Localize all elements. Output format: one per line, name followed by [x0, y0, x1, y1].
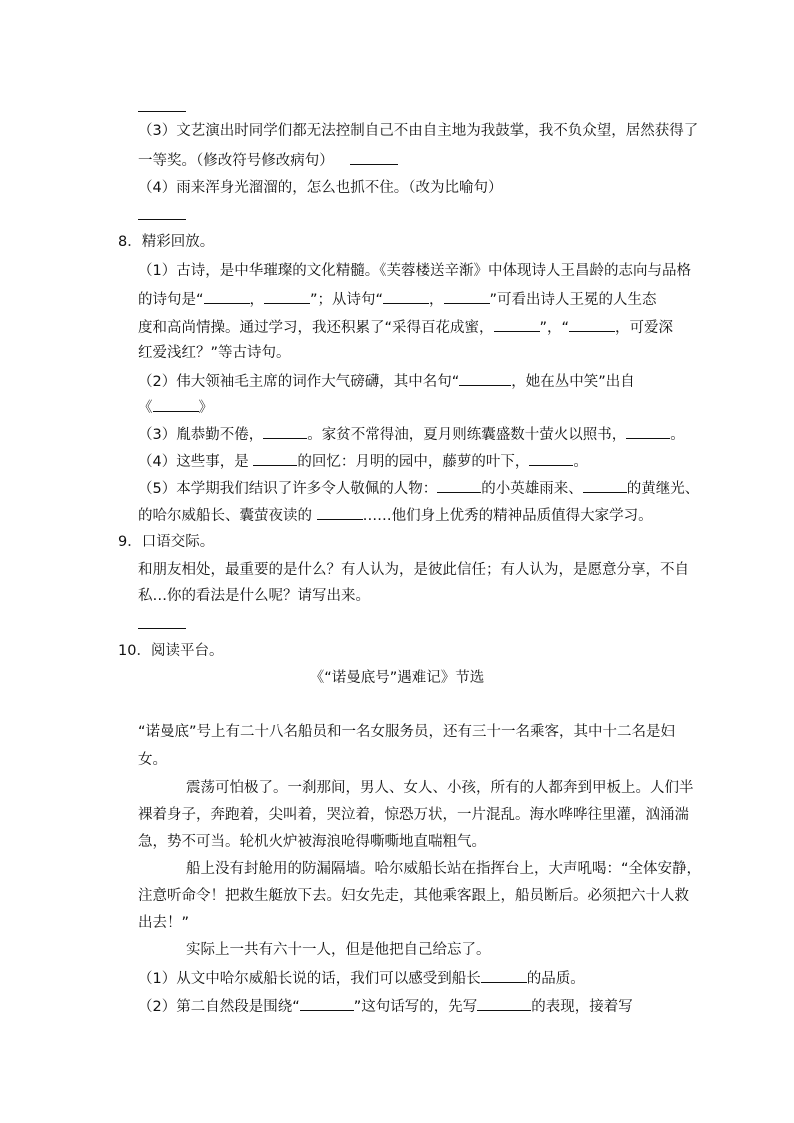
q8-sub1-line1: （1）古诗，是中华璀璨的文化精髓。《芙蓉楼送辛渐》中体现诗人王昌龄的志向与品格	[138, 263, 691, 279]
q9-line1: 和朋友相处，最重要的是什么？有人认为，是彼此信任；有人认为，是愿意分享，不自	[138, 562, 689, 578]
q10-sub1: （1）从文中哈尔威船长说的话，我们可以感受到船长 的品质。	[138, 968, 585, 989]
answer-blank	[300, 996, 354, 1011]
answer-blank	[437, 478, 481, 493]
answer-line	[138, 628, 186, 629]
q8-heading: 8．精彩回放。	[118, 234, 215, 250]
answer-blank	[529, 451, 573, 466]
q8-sub5-line2: 的哈尔威船长、囊萤夜读的 ……他们身上优秀的精神品质值得大家学习。	[138, 505, 653, 526]
answer-blank	[459, 371, 511, 386]
q8-sub2-line1: （2）伟大领袖毛主席的词作大气磅礴，其中名句“ ，她在丛中笑”出自	[138, 371, 635, 392]
answer-blank	[626, 424, 670, 439]
q8-sub4: （4）这些事，是 的回忆：月明的园中，藤萝的叶下， 。	[138, 451, 588, 472]
passage-p3-line1: 船上没有封舱用的防漏隔墙。哈尔威船长站在指挥台上，大声吼喝：“全体安静，	[186, 861, 702, 877]
answer-blank	[481, 968, 527, 983]
q7-sub3-line1: （3）文艺演出时同学们都无法控制自己不由自主地为我鼓掌，我不负众望，居然获得了	[138, 123, 699, 139]
answer-blank	[583, 478, 627, 493]
q10-sub2: （2）第二自然段是围绕“ ”这句话写的，先写 的表现，接着写	[138, 996, 633, 1017]
q8-sub5-line1: （5）本学期我们结识了许多令人敬佩的人物： 的小英雄雨来、 的黄继光、	[138, 478, 699, 499]
passage-p3-line3: 出去！”	[138, 915, 190, 931]
passage-p2-line1: 震荡可怕极了。一刹那间，男人、女人、小孩，所有的人都奔到甲板上。人们半	[186, 780, 694, 796]
passage-p1-line2: 女。	[138, 752, 167, 768]
answer-blank	[444, 289, 490, 304]
answer-blank	[569, 317, 615, 332]
answer-blank	[253, 451, 297, 466]
answer-blank	[494, 317, 540, 332]
passage-p4: 实际上一共有六十一人，但是他把自己给忘了。	[186, 942, 491, 958]
q8-sub1-line4: 红爱浅红？”等古诗句。	[138, 345, 291, 361]
passage-p2-line2: 裸着身子，奔跑着，尖叫着，哭泣着，惊恐万状，一片混乱。海水哗哗往里灌，汹涌湍	[138, 807, 689, 823]
q9-heading: 9．口语交际。	[118, 534, 215, 550]
answer-blank	[153, 397, 199, 412]
answer-blank	[204, 289, 250, 304]
answer-blank	[263, 424, 307, 439]
answer-line	[138, 111, 186, 112]
answer-blank	[317, 505, 363, 520]
passage-p2-line3: 急，势不可当。轮机火炉被海浪呛得嘶嘶地直喘粗气。	[138, 834, 486, 850]
passage-title: 《“诺曼底号”遇难记》节选	[309, 670, 485, 686]
answer-blank	[350, 150, 398, 165]
q9-line2: 私…你的看法是什么呢？请写出来。	[138, 588, 370, 604]
answer-line	[138, 219, 186, 220]
passage-p3-line2: 注意听命令！把救生艇放下去。妇女先走，其他乘客跟上，船员断后。必须把六十人救	[138, 888, 689, 904]
passage-p1-line1: “诺曼底”号上有二十八名船员和一名女服务员，还有三十一名乘客，其中十二名是妇	[138, 724, 676, 740]
answer-blank	[477, 996, 531, 1011]
q8-sub1-line2: 的诗句是“ ， ”；从诗句“ ， ”可看出诗人王冕的人生态	[138, 289, 657, 310]
q8-sub1-line3: 度和高尚情操。通过学习，我还积累了“采得百花成蜜， ”，“ ，可爱深	[138, 317, 673, 338]
q10-heading: 10．阅读平台。	[118, 643, 224, 659]
q8-sub3: （3）胤恭勤不倦， 。家贫不常得油，夏月则练囊盛数十萤火以照书， 。	[138, 424, 685, 445]
q7-sub3-line2: 一等奖。（修改符号修改病句）	[138, 150, 398, 171]
q7-sub4: （4）雨来浑身光溜溜的，怎么也抓不住。（改为比喻句）	[138, 180, 503, 196]
answer-blank	[264, 289, 310, 304]
q8-sub2-line2: 《 》	[138, 397, 213, 418]
answer-blank	[383, 289, 429, 304]
